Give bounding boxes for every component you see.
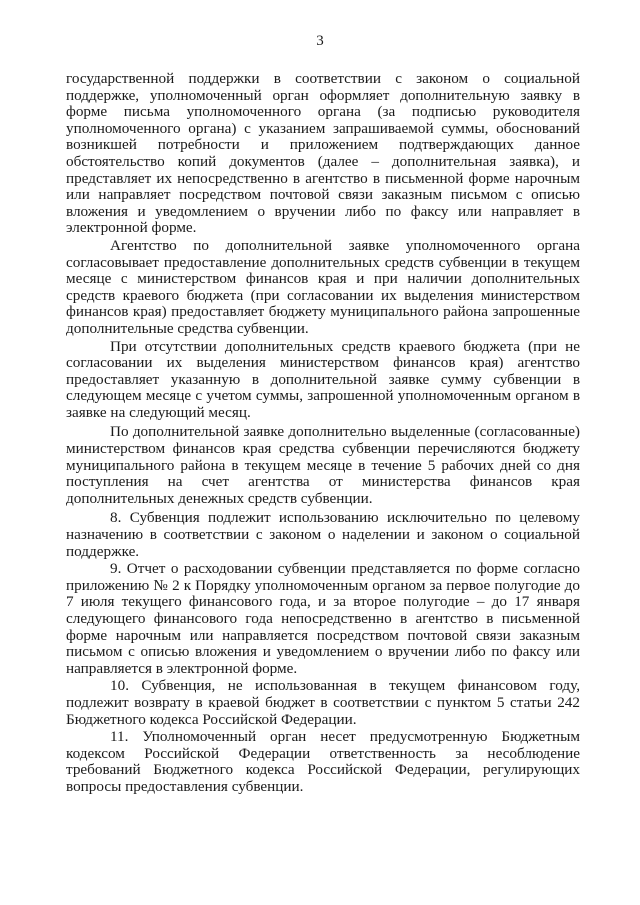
paragraph-item-8: 8. Субвенция подлежит использованию исключительно по целевому назначению в соответствии с законом о наделении и законом о социальной поддержке. [66,509,580,560]
paragraph-transfer: По дополнительной заявке дополнительно выделенные (согласованные) министерством финансов края средства субвенции перечисляются бюджету муниципального района в текущем месяце в течение 5 рабочих дней со дня поступления на счет агентства от министерства финансов края дополнительных денежных средств субвенции. [66,423,580,507]
page-number: 3 [316,33,324,49]
paragraph-lack-of-funds: При отсутствии дополнительных средств краевого бюджета (при не согласовании их выделения министерством финансов края) агентство предоставляет указанную в дополнительной заявке сумму субвенции в следующем месяце с учетом суммы, запрошенной уполномоченным органом в заявке на следующий месяц. [66,337,580,421]
paragraph-item-10: 10. Субвенция, не использованная в текущем финансовом году, подлежит возврату в краевой бюджет в соответствии с пунктом 5 статьи 242 Бюджетного кодекса Российской Федерации. [66,677,580,728]
paragraph-agency-approval: Агентство по дополнительной заявке уполномоченного органа согласовывает предоставление дополнительных средств субвенции в текущем месяце с министерством финансов края и при наличии дополнительных средств краевого бюджета (при согласовании их выделения министерством финансов края) предоставляет бюджету муниципального района запрошенные дополнительные средства субвенции. [66,236,580,337]
paragraph-item-11: 11. Уполномоченный орган несет предусмотренную Бюджетным кодексом Российской Федерации ответственность за несоблюдение требований Бюджетного кодекса Российской Федерации, регулирующих вопросы предоставления субвенции. [66,728,580,795]
document-body [66,71,580,796]
paragraph-item-9: 9. Отчет о расходовании субвенции представляется по форме согласно приложению № 2 к Порядку уполномоченным органом за первое полугодие до 7 июля текущего финансового года, и за второе полугодие – до 17 января следующего финансового года непосредственно в агентство в письменной форме нарочным или направляется посредством почтовой связи заказным письмом с описью вложения и уведомлением о вручении либо по факсу или направляется в электронной форме. [66,560,580,677]
paragraph-continuation: государственной поддержки в соответствии с законом о социальной поддержке, уполномоченный орган оформляет дополнительную заявку в форме письма уполномоченного органа (за подписью руководителя уполномоченного органа) с указанием запрашиваемой суммы, обоснований возникшей потребности и приложением подтверждающих данное обстоятельство копий документов (далее – дополнительная заявка), и представляет их непосредственно в агентство в письменной форме нарочным или направляет посредством почтовой связи заказным письмом с описью вложения и уведомлением о вручении либо по факсу или направляет в электронной форме. [66,70,580,237]
